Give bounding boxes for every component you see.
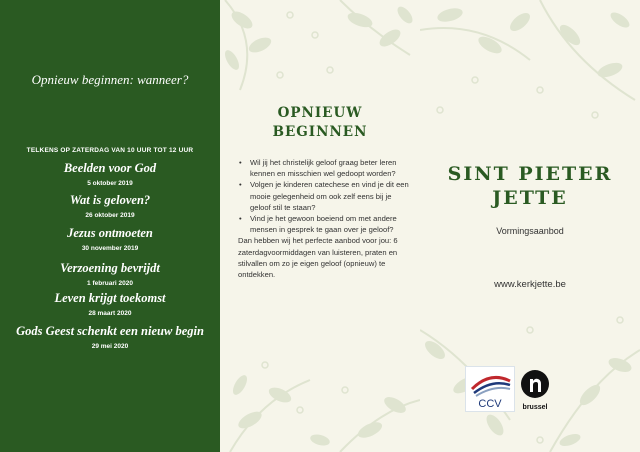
info-bullet-list bbox=[238, 157, 414, 235]
session-date: 30 november 2019 bbox=[81, 245, 139, 252]
ccv-logo bbox=[465, 366, 515, 412]
session-date: 28 maart 2020 bbox=[88, 310, 132, 317]
session-date: 29 mei 2020 bbox=[91, 343, 129, 350]
info-bullet: • Volgen je kinderen catechese en vind je dit een mooie gelegenheid om ook zelf eens bij je geloof stil te staan? bbox=[238, 179, 414, 213]
session-title: Gods Geest schenkt een nieuw begin bbox=[16, 324, 204, 338]
info-content bbox=[238, 157, 414, 280]
info-title bbox=[220, 104, 420, 142]
session-item bbox=[0, 324, 220, 350]
session-date: 1 februari 2020 bbox=[87, 280, 133, 287]
info-panel bbox=[220, 0, 420, 452]
ccv-logo-text: CCV bbox=[478, 398, 502, 410]
session-title: Leven krijgt toekomst bbox=[54, 291, 166, 305]
parish-title-line2: JETTE bbox=[492, 187, 568, 209]
parish-title bbox=[420, 162, 640, 210]
brussel-logo bbox=[520, 368, 550, 412]
session-item bbox=[0, 226, 220, 252]
session-title: Beelden voor God bbox=[63, 161, 157, 175]
session-item bbox=[0, 261, 220, 287]
parish-title-line1: SINT PIETER bbox=[447, 163, 613, 185]
brussel-logo-text: brussel bbox=[522, 404, 548, 411]
info-bullet: • Vind je het gewoon boeiend om met andere mensen in gesprek te gaan over je geloof? bbox=[238, 213, 414, 235]
info-paragraph: Dan hebben wij het perfecte aanbod voor jou: 6 zaterdagvoormiddagen van luisteren, praten en stilvallen om zo je eigen geloof (opnieuw) te ontdekken. bbox=[238, 236, 398, 280]
info-title-line2: BEGINNEN bbox=[272, 124, 368, 140]
schedule-heading: Opnieuw beginnen: wanneer? bbox=[31, 72, 189, 87]
session-item bbox=[0, 161, 220, 187]
session-item bbox=[0, 193, 220, 219]
session-item bbox=[0, 291, 220, 317]
info-title-line1: OPNIEUW bbox=[277, 105, 363, 121]
brochure-subtitle: Vormingsaanbod bbox=[496, 226, 564, 236]
session-title: Jezus ontmoeten bbox=[67, 226, 153, 240]
session-title: Wat is geloven? bbox=[69, 193, 151, 207]
session-date: 26 oktober 2019 bbox=[85, 212, 135, 219]
ccv-logo-icon bbox=[466, 367, 514, 411]
schedule-panel bbox=[0, 0, 220, 452]
brussel-logo-icon bbox=[520, 368, 550, 412]
website-link[interactable]: www.kerkjette.be bbox=[494, 279, 566, 290]
session-date: 5 oktober 2019 bbox=[87, 180, 133, 187]
schedule-intro: TELKENS OP ZATERDAG VAN 10 UUR TOT 12 UUR bbox=[26, 147, 194, 154]
info-bullet: • Wil jij het christelijk geloof graag beter leren kennen en misschien wel gedoopt worden? bbox=[238, 157, 414, 179]
session-title: Verzoening bevrijdt bbox=[60, 261, 160, 275]
